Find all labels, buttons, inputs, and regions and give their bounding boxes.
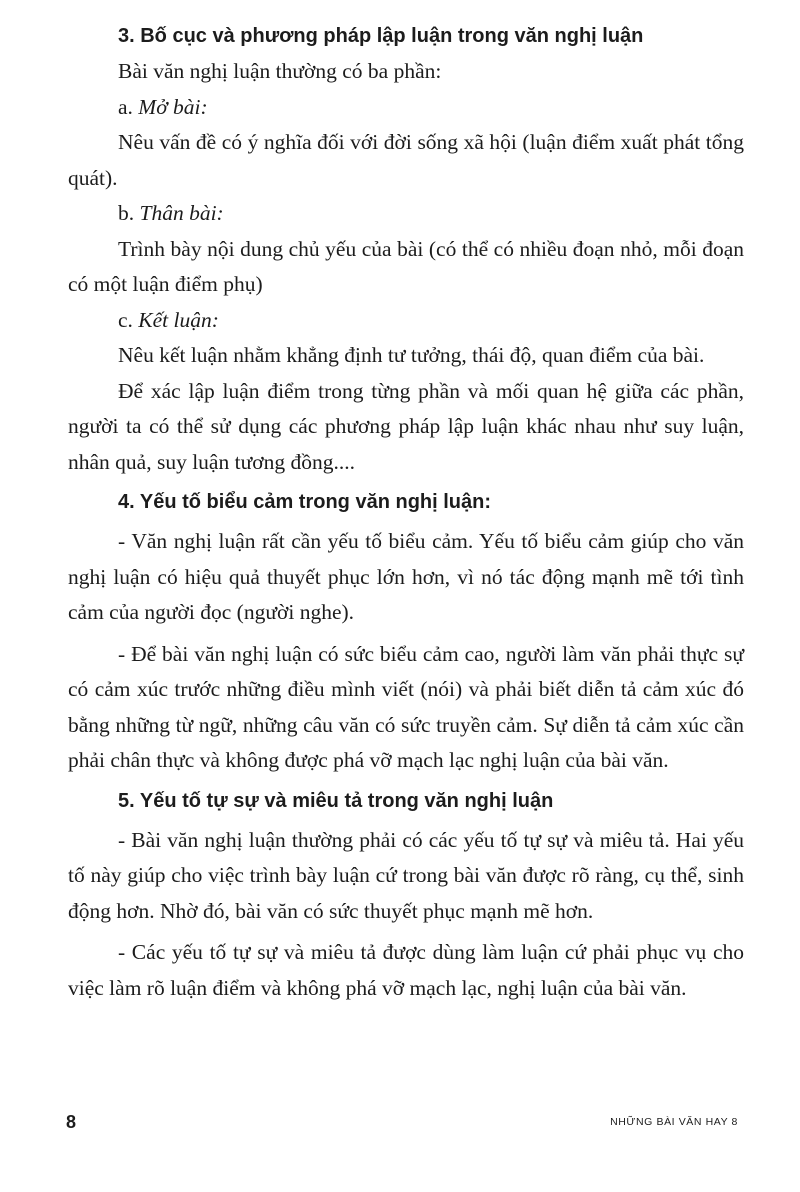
section-5-paragraph: - Các yếu tố tự sự và miêu tả được dùng làm luận cứ phải phục vụ cho việc làm rõ luận điểm và không phá vỡ mạch lạc, nghị luận của bài văn. — [68, 940, 744, 1000]
page-number: 8 — [66, 1112, 77, 1132]
section-3-heading: 3. Bố cục và phương pháp lập luận trong văn nghị luận — [118, 25, 644, 47]
part-b-text: Trình bày nội dung chủ yếu của bài (có thể có nhiều đoạn nhỏ, mỗi đoạn có một luận điểm phụ) — [68, 236, 744, 296]
section-5-paragraph: - Bài văn nghị luận thường phải có các yếu tố tự sự và miêu tả. Hai yếu tố này giúp cho việc trình bày luận cứ trong bài văn được rõ ràng, cụ thể, sinh động hơn. Nhờ đó, bài văn có sức thuyết phục mạnh mẽ hơn. — [68, 827, 744, 923]
part-c-text: Nêu kết luận nhằm khẳng định tư tưởng, thái độ, quan điểm của bài. — [118, 343, 705, 367]
section-4-paragraph: - Để bài văn nghị luận có sức biểu cảm cao, người làm văn phải thực sự có cảm xúc trước những điều mình viết (nói) và phải biết diễn tả cảm xúc đó bằng những từ ngữ, những câu văn có sức truyền cảm. Sự diễn tả cảm xúc cần phải chân thực và không được phá vỡ mạch lạc nghị luận của bài văn. — [68, 641, 744, 772]
part-b-label: b. Thân bài: — [118, 201, 224, 225]
part-c-label: c. Kết luận: — [118, 307, 219, 332]
section-4-paragraph: - Văn nghị luận rất cần yếu tố biểu cảm. Yếu tố biểu cảm giúp cho văn nghị luận có hiệu quả thuyết phục lớn hơn, vì nó tác động mạnh mẽ tới tình cảm của người đọc (người nghe). — [68, 529, 744, 624]
section-4-heading: 4. Yếu tố biểu cảm trong văn nghị luận: — [118, 491, 492, 513]
part-a-label: a. Mở bài: — [118, 94, 208, 119]
section-5-heading: 5. Yếu tố tự sự và miêu tả trong văn nghị luận — [118, 789, 554, 812]
section-3-intro: Bài văn nghị luận thường có ba phần: — [118, 59, 442, 83]
book-title: NHỮNG BÀI VĂN HAY 8 — [610, 1116, 738, 1128]
part-a-text: Nêu vấn đề có ý nghĩa đối với đời sống xã hội (luận điểm xuất phát tổng quát). — [68, 130, 744, 190]
section-3-closing: Để xác lập luận điểm trong từng phần và mối quan hệ giữa các phần, người ta có thể sử dụng các phương pháp lập luận khác nhau như suy luận, nhân quả, suy luận tương đồng.... — [68, 378, 744, 474]
page-content — [68, 18, 744, 1006]
